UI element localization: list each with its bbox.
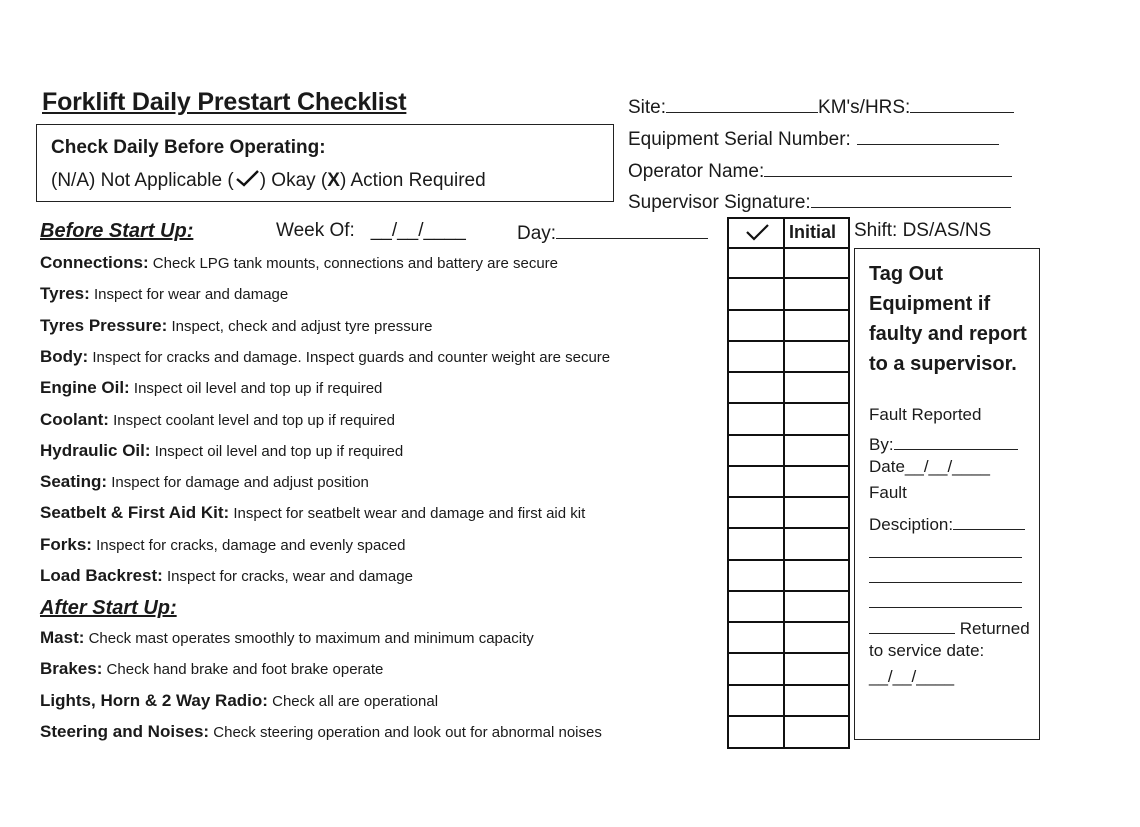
checklist-item-label: Coolant: xyxy=(40,409,109,429)
tag-out-line: to a supervisor. xyxy=(869,353,1017,375)
checklist-item-label: Seating: xyxy=(40,472,108,492)
operator-field[interactable] xyxy=(628,158,1012,183)
initial-cell[interactable] xyxy=(785,717,848,745)
initial-cell[interactable] xyxy=(785,248,848,276)
checklist-item-label: Mast: xyxy=(40,628,85,647)
check-cell[interactable] xyxy=(729,592,783,620)
date-blank[interactable]: __/__/____ xyxy=(904,457,991,476)
checklist-item xyxy=(40,503,585,523)
after-start-up-heading: After Start Up: xyxy=(40,597,177,619)
service-date-blank[interactable]: __/__/____ xyxy=(869,667,955,686)
checklist-item xyxy=(40,253,558,273)
site-label: Site: xyxy=(628,97,667,118)
initial-cell[interactable] xyxy=(785,686,848,714)
checklist-item-text: Inspect, check and adjust tyre pressure xyxy=(171,317,433,335)
returned-field[interactable] xyxy=(869,615,1030,639)
checklist-item xyxy=(40,410,395,430)
description-field[interactable] xyxy=(869,511,1025,535)
check-mark-icon xyxy=(743,222,771,247)
km-hrs-label: KM's/HRS: xyxy=(818,97,911,118)
week-of-field[interactable] xyxy=(276,220,466,242)
checklist-item-text: Inspect oil level and top up if required xyxy=(133,380,383,398)
legend-na: (N/A) Not Applicable ( xyxy=(51,170,234,191)
daily-check-box xyxy=(36,124,614,202)
day-label: Day: xyxy=(517,223,557,244)
checklist-item-text: Inspect for seatbelt wear and damage and first aid kit xyxy=(233,505,586,523)
grid-header xyxy=(729,219,848,249)
description-line[interactable] xyxy=(869,582,1022,583)
initial-cell[interactable] xyxy=(785,592,848,620)
week-of-label: Week Of: xyxy=(276,220,355,241)
tag-out-box xyxy=(854,248,1040,740)
check-cell[interactable] xyxy=(729,529,783,557)
fault-date-field[interactable] xyxy=(869,457,990,477)
check-cell[interactable] xyxy=(729,717,783,745)
check-cell[interactable] xyxy=(729,686,783,714)
site-blank[interactable] xyxy=(666,94,818,113)
checklist-item-text: Inspect for damage and adjust position xyxy=(111,474,369,492)
checklist-item xyxy=(40,284,288,304)
checklist-item-label: Body: xyxy=(40,346,89,366)
site-field[interactable] xyxy=(628,94,1014,119)
checklist-item-text: Inspect oil level and top up if required xyxy=(154,442,404,460)
operator-blank[interactable] xyxy=(764,158,1012,177)
checklist-item xyxy=(40,535,405,555)
day-field[interactable] xyxy=(517,220,708,245)
shift-label: Shift: DS/AS/NS xyxy=(854,220,992,241)
initial-cell[interactable] xyxy=(785,623,848,651)
serial-field[interactable] xyxy=(628,126,999,151)
check-cell[interactable] xyxy=(729,561,783,589)
check-cell[interactable] xyxy=(729,342,783,370)
checklist-item xyxy=(40,566,413,586)
checklist-item-label: Engine Oil: xyxy=(40,378,130,398)
checklist-item-label: Brakes: xyxy=(40,659,103,679)
tag-out-line: faulty and report xyxy=(869,323,1027,345)
day-blank[interactable] xyxy=(556,220,708,239)
checklist-item-text: Check all are operational xyxy=(272,692,439,710)
supervisor-field[interactable] xyxy=(628,189,1011,214)
check-cell[interactable] xyxy=(729,654,783,682)
checklist-item-text: Inspect for cracks and damage. Inspect guards and counter weight are secure xyxy=(92,348,611,366)
checklist-item-text: Inspect for wear and damage xyxy=(93,286,289,304)
tag-out-instruction xyxy=(869,259,1027,379)
checklist-item xyxy=(40,472,369,492)
tag-out-line: Equipment if xyxy=(869,293,991,315)
initial-cell[interactable] xyxy=(785,561,848,589)
checklist-item-label: Seatbelt & First Aid Kit: xyxy=(40,503,230,523)
description-label: Desciption: xyxy=(869,515,954,534)
description-blank[interactable] xyxy=(953,511,1025,530)
fault-reported-label: Fault Reported xyxy=(869,405,982,424)
by-blank[interactable] xyxy=(894,431,1018,450)
checklist-item-text: Check hand brake and foot brake operate xyxy=(106,661,384,679)
checklist-item-label: Connections: xyxy=(40,253,149,272)
initial-cell[interactable] xyxy=(785,498,848,526)
serial-blank[interactable] xyxy=(857,126,999,145)
before-start-up-heading: Before Start Up: xyxy=(40,220,194,242)
checklist-item xyxy=(40,628,534,648)
checklist-item-label: Lights, Horn & 2 Way Radio: xyxy=(40,690,268,710)
km-hrs-blank[interactable] xyxy=(910,94,1014,113)
serial-label: Equipment Serial Number: xyxy=(628,129,851,150)
check-cell[interactable] xyxy=(729,498,783,526)
check-cell[interactable] xyxy=(729,436,783,464)
returned-blank[interactable] xyxy=(869,615,955,634)
checklist-item xyxy=(40,316,432,336)
initial-header: Initial xyxy=(789,222,837,242)
checklist-item-label: Hydraulic Oil: xyxy=(40,440,151,460)
checklist-item-text: Check LPG tank mounts, connections and battery are secure xyxy=(152,255,559,272)
form-title: Forklift Daily Prestart Checklist xyxy=(42,88,407,116)
checklist-item xyxy=(40,691,438,711)
legend-okay: ) Okay ( xyxy=(259,170,328,191)
checklist-item-text: Inspect for cracks, damage and evenly spaced xyxy=(96,536,406,554)
checklist-item-label: Tyres: xyxy=(40,284,90,304)
supervisor-label: Supervisor Signature: xyxy=(628,192,811,213)
week-of-blank[interactable]: __/__/____ xyxy=(370,220,466,241)
check-cell[interactable] xyxy=(729,311,783,339)
initial-cell[interactable] xyxy=(785,342,848,370)
legend-x: X xyxy=(327,170,340,191)
initial-cell[interactable] xyxy=(785,436,848,464)
tag-out-line: Tag Out xyxy=(869,263,944,285)
checklist-item xyxy=(40,441,403,461)
checklist-item-label: Forks: xyxy=(40,534,92,554)
checklist-item-text: Inspect coolant level and top up if required xyxy=(113,411,395,429)
checklist-item-text: Check mast operates smoothly to maximum and minimum capacity xyxy=(88,630,534,647)
service-date-label: to service date: xyxy=(869,641,985,660)
daily-check-heading: Check Daily Before Operating: xyxy=(51,137,326,158)
description-line[interactable] xyxy=(869,607,1022,608)
checklist-item-label: Steering and Noises: xyxy=(40,721,210,741)
check-grid xyxy=(727,217,850,749)
check-cell[interactable] xyxy=(729,623,783,651)
initial-cell[interactable] xyxy=(785,279,848,307)
by-label: By: xyxy=(869,435,894,454)
initial-cell[interactable] xyxy=(785,311,848,339)
check-mark-icon xyxy=(234,168,260,194)
daily-check-legend xyxy=(51,168,486,194)
initial-cell[interactable] xyxy=(785,529,848,557)
fault-by-field[interactable] xyxy=(869,431,1018,455)
checklist-item-text: Check steering operation and look out for abnormal noises xyxy=(213,723,602,741)
check-cell[interactable] xyxy=(729,248,783,276)
checklist-item xyxy=(40,347,610,367)
description-line[interactable] xyxy=(869,557,1022,558)
check-cell[interactable] xyxy=(729,467,783,495)
checklist-item-label: Tyres Pressure: xyxy=(40,315,168,335)
returned-label: Returned xyxy=(959,619,1030,638)
checklist-item xyxy=(40,722,602,742)
supervisor-blank[interactable] xyxy=(811,189,1011,208)
checklist-item-text: Inspect for cracks, wear and damage xyxy=(167,568,413,585)
checklist-item xyxy=(40,659,383,679)
check-cell[interactable] xyxy=(729,373,783,401)
legend-action: ) Action Required xyxy=(339,170,486,191)
check-cell[interactable] xyxy=(729,279,783,307)
checklist-item xyxy=(40,378,382,398)
initial-cell[interactable] xyxy=(785,654,848,682)
initial-cell[interactable] xyxy=(785,373,848,401)
initial-cell[interactable] xyxy=(785,467,848,495)
check-cell[interactable] xyxy=(729,404,783,432)
date-label: Date xyxy=(869,457,905,476)
operator-label: Operator Name: xyxy=(628,161,765,182)
initial-cell[interactable] xyxy=(785,404,848,432)
fault-label: Fault xyxy=(869,483,907,502)
checklist-item-label: Load Backrest: xyxy=(40,566,163,585)
